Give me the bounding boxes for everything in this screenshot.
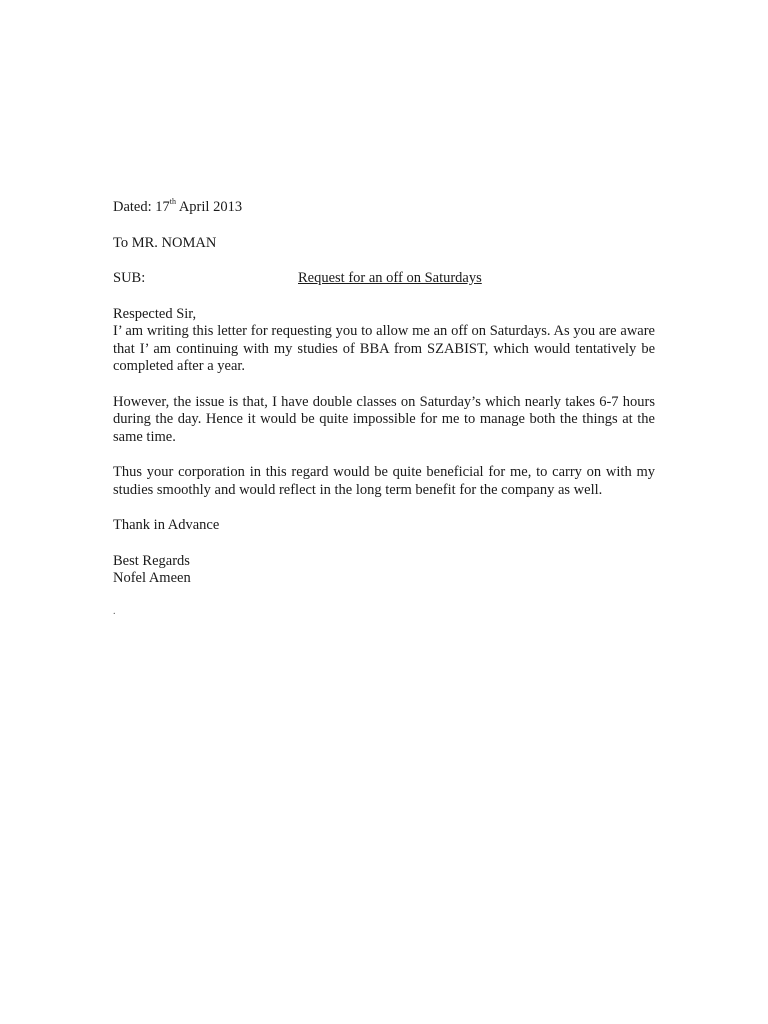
subject-row bbox=[113, 270, 655, 288]
closing-line: Thank in Advance bbox=[113, 517, 220, 533]
paragraph-2: However, the issue is that, I have double classes on Saturday’s which nearly takes 6-7 hours during the day. Hence it would be quite impossible for me to manage both the things at the same time. bbox=[113, 393, 655, 445]
date-superscript: th bbox=[169, 197, 177, 207]
date-suffix: April 2013 bbox=[176, 199, 243, 215]
trailing-mark: . bbox=[113, 605, 116, 617]
paragraph-3: Thus your corporation in this regard would be quite beneficial for me, to carry on with my studies smoothly and would reflect in the long term benefit for the company as well. bbox=[113, 464, 655, 498]
letter-recipient: To MR. NOMAN bbox=[113, 234, 217, 251]
signature-name: Nofel Ameen bbox=[113, 570, 191, 586]
date-prefix: Dated: 17 bbox=[113, 199, 170, 215]
subject-label: SUB: bbox=[113, 270, 146, 286]
salutation: Respected Sir, bbox=[113, 305, 197, 322]
paragraph-1: I’ am writing this letter for requesting you to allow me an off on Saturdays. As you are aware that I’ am continuing with my studies of BBA from SZABIST, which would tentatively be completed after a year. bbox=[113, 323, 655, 374]
regards-line: Best Regards bbox=[113, 552, 190, 569]
subject-text: Request for an off on Saturdays bbox=[298, 270, 482, 286]
letter-body bbox=[113, 199, 655, 618]
letter-date bbox=[113, 199, 655, 217]
